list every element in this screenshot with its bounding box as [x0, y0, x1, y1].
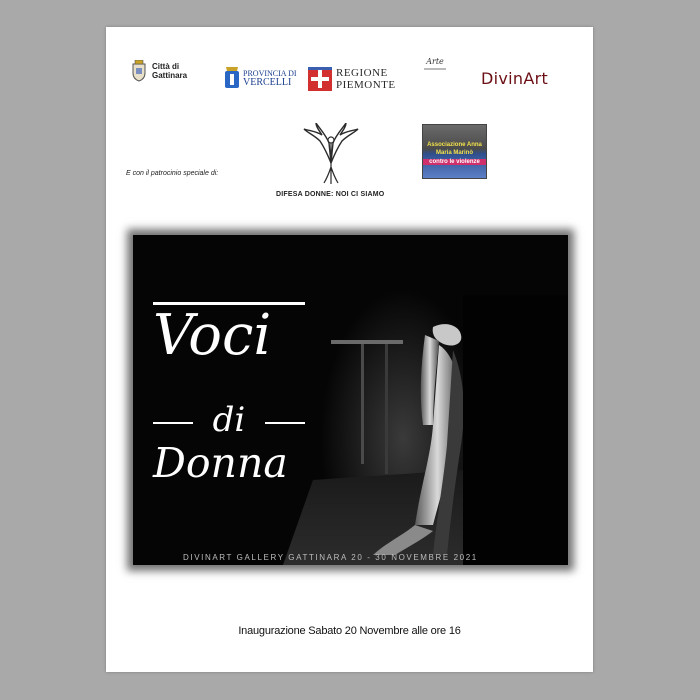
- association-logo: [422, 124, 487, 179]
- piemonte-logo: [308, 67, 396, 91]
- arte-logo: [424, 57, 446, 70]
- association-line3: contro le violenze: [423, 159, 486, 165]
- vercelli-line2: VERCELLI: [243, 77, 292, 88]
- event-poster: [133, 235, 568, 565]
- gattinara-line1: Città di: [152, 62, 180, 71]
- divinart-logo: [481, 69, 548, 88]
- gattinara-line2: Gattinara: [152, 71, 188, 80]
- vercelli-crest-icon: [224, 67, 240, 89]
- vercelli-logo: [224, 67, 297, 89]
- phoenix-icon: [302, 123, 360, 185]
- patronage-text: E con il patrocinio speciale di:: [126, 170, 219, 177]
- gattinara-crest-icon: [130, 60, 148, 82]
- gallery-info: DIVINART GALLERY GATTINARA 20 - 30 NOVEMBRE 2021: [183, 553, 478, 562]
- title-di: di: [212, 400, 246, 440]
- title-voci: Voci: [153, 303, 272, 368]
- association-line1: Associazione Anna: [427, 142, 482, 148]
- vercelli-line1: PROVINCIA DI: [243, 69, 297, 78]
- piemonte-line2: PIEMONTE: [336, 79, 396, 91]
- title-di-rule-left: [153, 422, 193, 424]
- title-donna: Donna: [153, 439, 288, 487]
- piemonte-flag-icon: [308, 67, 332, 91]
- divinart-wordmark: DivinArt: [481, 69, 549, 88]
- arte-underline: [424, 68, 446, 70]
- title-di-row: [153, 400, 305, 440]
- inauguration-text: Inaugurazione Sabato 20 Novembre alle ore 16: [238, 625, 461, 637]
- difesa-donne-label: DIFESA DONNE: NOI CI SIAMO: [276, 191, 385, 198]
- piemonte-line1: REGIONE: [336, 67, 388, 79]
- flyer-page: [106, 27, 593, 672]
- gattinara-logo: [130, 60, 187, 82]
- phoenix-logo: [302, 123, 360, 185]
- arte-signature: Arte: [426, 57, 444, 66]
- association-line2: Maria Marinò: [435, 150, 473, 156]
- title-di-rule-right: [265, 422, 305, 424]
